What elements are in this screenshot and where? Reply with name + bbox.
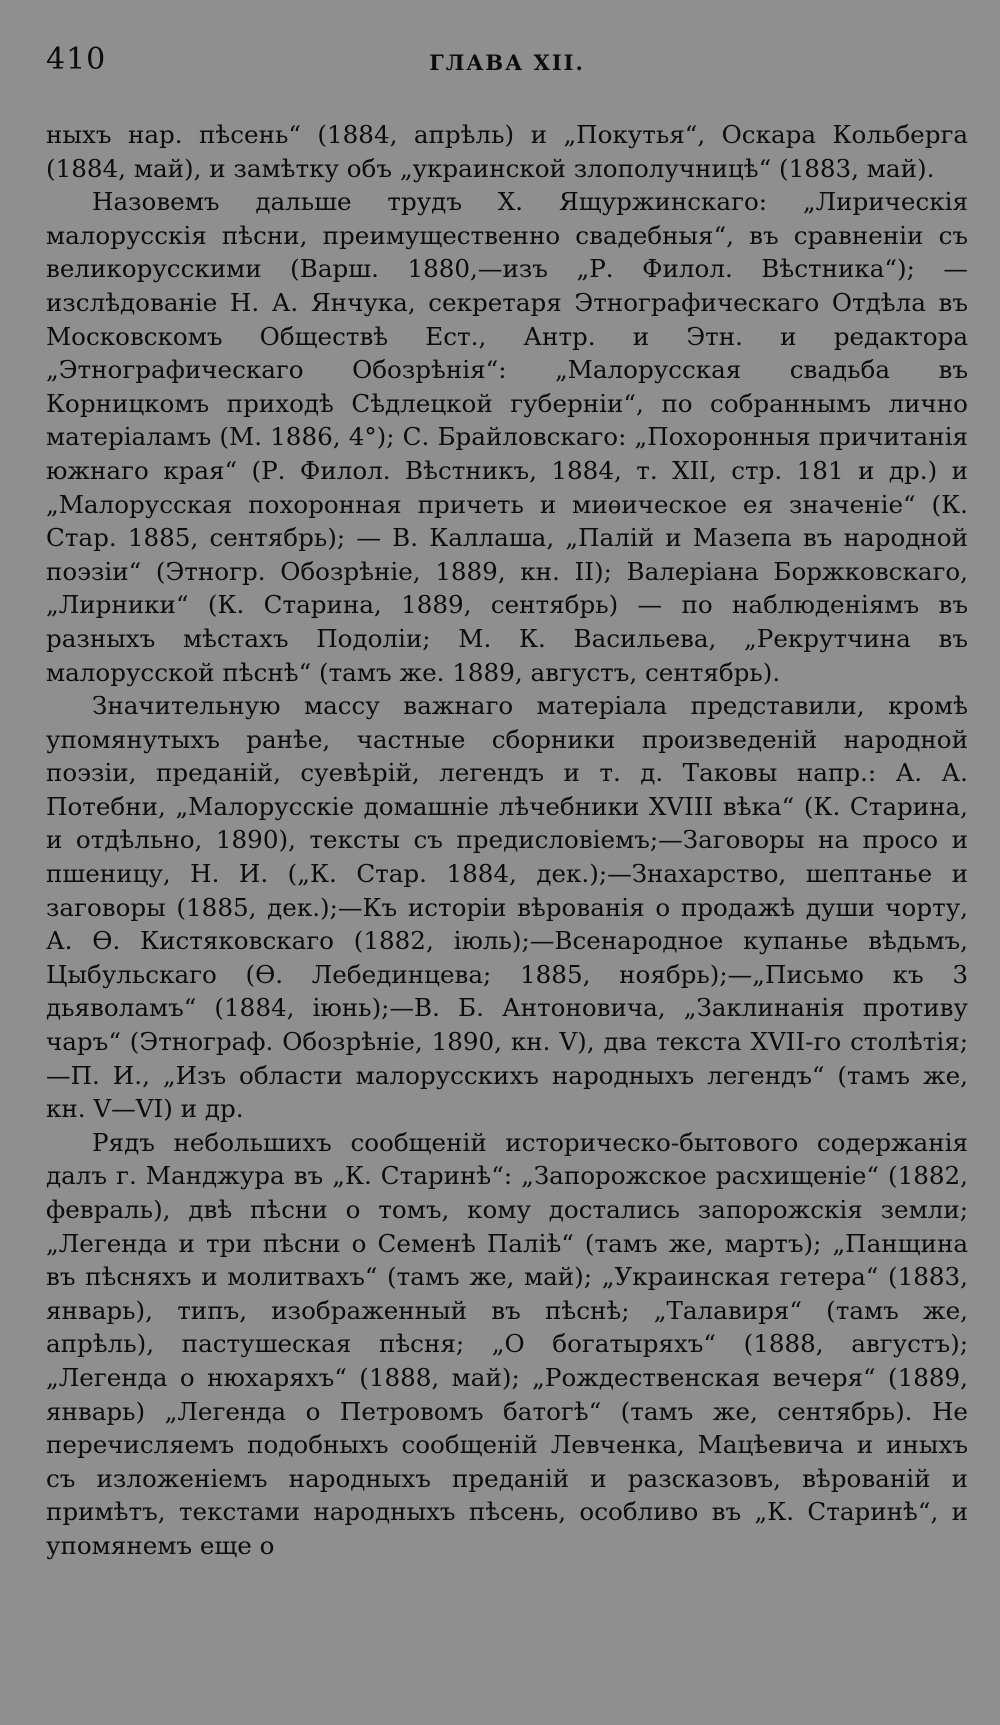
paragraph-continuation: ныхъ нар. пѣсень“ (1884, апрѣль) и „Покутья“, Оскара Кольберга (1884, май), и замѣтку объ „украинской злополучницѣ“ (1883, май). — [46, 120, 968, 183]
page-number: 410 — [46, 42, 107, 77]
paragraph-mandzhura-communications: Рядъ небольшихъ сообщеній историческо-бытового содержанія далъ г. Манджура въ „К. Старинѣ“: „Запорожское расхищеніе“ (1882, февраль), двѣ пѣсни о томъ, кому достались запорожскія земли; „Легенда и три пѣсни о Семенѣ Паліѣ“ (тамъ же, мартъ); „Панщина въ пѣсняхъ и молитвахъ“ (тамъ же, май); „Украинская гетера“ (1883, январь), типъ, изображенный въ пѣснѣ; „Талавиря“ (тамъ же, апрѣль), пастушеская пѣсня; „О богатыряхъ“ (1888, августъ); „Легенда о нюхаряхъ“ (1888, май); „Рождественская вечеря“ (1889, январь) „Легенда о Петровомъ батогѣ“ (тамъ же, сентябрь). Не перечисляемъ подобныхъ сообщеній Левченка, Мацѣевича и иныхъ съ изложеніемъ народныхъ преданій и разсказовъ, вѣрованій и примѣтъ, текстами народныхъ пѣсень, особливо въ „К. Старинѣ“, и упомянемъ еще о — [46, 1127, 968, 1560]
book-page — [46, 38, 968, 1698]
page-header — [46, 38, 968, 98]
paragraph-ethnography-studies: Назовемъ дальше трудъ Х. Ящуржинскаго: „Лирическія малорусскія пѣсни, преимущественно свадебныя“, въ сравненіи съ великорусскими (Варш. 1880,—изъ „Р. Филол. Вѣстника“); — изслѣдованіе Н. А. Янчука, секретаря Этнографическаго Отдѣла въ Московскомъ Обществѣ Ест., Антр. и Этн. и редактора „Этнографическаго Обозрѣнія“: „Малорусская свадьба въ Корницкомъ приходѣ Сѣдлецкой губерніи“, по собраннымъ лично матеріаламъ (М. 1886, 4°); С. Брайловскаго: „Похоронныя причитанія южнаго края“ (Р. Филол. Вѣстникъ, 1884, т. XII, стр. 181 и др.) и „Малорусская похоронная причеть и миѳическое ея значеніе“ (К. Стар. 1885, сентябрь); — В. Каллаша, „Палій и Мазепа въ народной поэзіи“ (Этногр. Обозрѣніе, 1889, кн. II); Валеріана Боржковскаго, „Лирники“ (К. Старина, 1889, сентябрь) — по наблюденіямъ въ разныхъ мѣстахъ Подоліи; М. К. Васильева, „Рекрутчина въ малорусской пѣснѣ“ (тамъ же. 1889, августъ, сентябрь). — [46, 187, 968, 687]
running-head: ГЛАВА XII. — [429, 50, 585, 75]
paragraph-private-collections: Значительную массу важнаго матеріала представили, кромѣ упомянутыхъ ранѣе, частные сборники произведеній народной поэзіи, преданій, суевѣрій, легендъ и т. д. Таковы напр.: А. А. Потебни, „Малорусскіе домашніе лѣчебники XVIII вѣка“ (К. Старина, и отдѣльно, 1890), тексты съ предисловіемъ;—Заговоры на просо и пшеницу, Н. И. („К. Стар. 1884, дек.);—Знахарство, шептанье и заговоры (1885, дек.);—Къ исторіи вѣрованія о продажѣ души чорту, А. Ѳ. Кистяковскаго (1882, іюль);—Всенародное купанье вѣдьмъ, Цыбульскаго (Ѳ. Лебединцева; 1885, ноябрь);—„Письмо къ 3 дьяволамъ“ (1884, іюнь);—В. Б. Антоновича, „Заклинанія противу чаръ“ (Этнограф. Обозрѣніе, 1890, кн. V), два текста XVII-го столѣтія;—П. И., „Изъ области малорусскихъ народныхъ легендъ“ (тамъ же, кн. V—VI) и др. — [46, 691, 968, 1124]
body-text — [46, 118, 968, 1563]
